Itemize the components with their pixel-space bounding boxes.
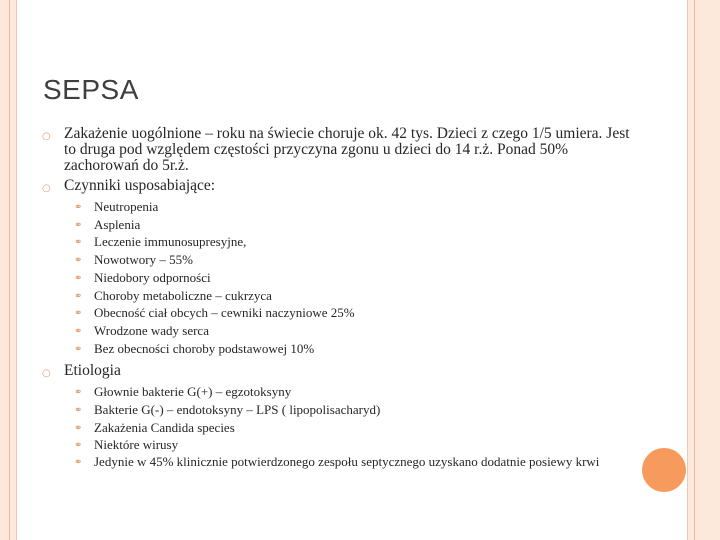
sub-item [74, 322, 642, 340]
sub-item [74, 216, 642, 234]
leaf-bullet-icon: ⚭ [74, 219, 83, 231]
sub-item [74, 269, 642, 287]
bullet-text: Etiologia [64, 362, 121, 380]
sub-item-text: Zakażenia Candida species [94, 419, 235, 435]
leaf-bullet-icon: ⚭ [74, 343, 83, 355]
sub-item-text: Niedobory odporności [94, 269, 211, 285]
sub-item [74, 419, 642, 437]
leaf-bullet-icon: ⚭ [74, 237, 83, 249]
leaf-bullet-icon: ⚭ [74, 290, 83, 302]
sub-list-risk-factors [74, 198, 642, 357]
sub-item-text: Głownie bakterie G(+) – egzotoksyny [94, 384, 292, 400]
sub-item-text: Niektóre wirusy [94, 437, 179, 453]
bullet-item-3 [42, 363, 642, 379]
leaf-bullet-icon: ⚭ [74, 405, 83, 417]
sub-item-text: Jedynie w 45% klinicznie potwierdzonego zespołu septycznego uzyskano dodatnie posiewy krwi [94, 454, 600, 470]
sub-item [74, 436, 642, 454]
leaf-bullet-icon: ⚭ [74, 457, 83, 469]
slide-content [42, 126, 642, 475]
sub-item [74, 383, 642, 401]
sub-item [74, 401, 642, 419]
bullet-item-2 [42, 178, 642, 194]
sub-item [74, 287, 642, 305]
bullet-text: Zakażenie uogólnione – roku na świecie choruje ok. 42 tys. Dzieci z czego 1/5 umiera. Jest to druga pod względem częstości przyczyna zgonu u dzieci do 14 r.ż. Ponad 50% zachorowań do 5r.ż. [64, 125, 630, 174]
sub-item-text: Leczenie immunosupresyjne, [94, 234, 247, 250]
sub-item-text: Choroby metaboliczne – cukrzyca [94, 287, 272, 303]
leaf-bullet-icon: ⚭ [74, 272, 83, 284]
leaf-bullet-icon: ⚭ [74, 422, 83, 434]
sub-item [74, 340, 642, 358]
sub-item [74, 198, 642, 216]
bullet-text: Czynniki usposabiające: [64, 177, 216, 194]
sub-item [74, 454, 642, 469]
leaf-bullet-icon: ⚭ [74, 255, 83, 267]
leaf-bullet-icon: ⚭ [74, 308, 83, 320]
leaf-bullet-icon: ⚭ [74, 325, 83, 337]
bullet-item-1 [42, 126, 642, 174]
sub-item-text: Bakterie G(-) – endotoksyny – LPS ( lipopolisacharyd) [94, 402, 381, 418]
slide-title: SEPSA [43, 74, 139, 105]
sub-item [74, 233, 642, 251]
sub-item [74, 304, 642, 322]
leaf-bullet-icon: ⚭ [74, 202, 83, 213]
sub-list-etiology [74, 383, 642, 469]
sub-item-text: Obecność ciał obcych – cewniki naczyniowe 25% [94, 305, 355, 321]
circle-bullet-icon: ○ [42, 183, 51, 194]
leaf-bullet-icon: ⚭ [74, 440, 83, 452]
sub-item-text: Asplenia [94, 216, 141, 232]
sub-item-text: Bez obecności choroby podstawowej 10% [94, 340, 315, 356]
sub-item [74, 251, 642, 269]
accent-circle [642, 448, 686, 492]
circle-bullet-icon: ○ [42, 368, 51, 380]
sub-item-text: Wrodzone wady serca [94, 322, 209, 338]
sub-item-text: Nowotwory – 55% [94, 252, 193, 268]
leaf-bullet-icon: ⚭ [74, 387, 83, 399]
circle-bullet-icon: ○ [42, 131, 51, 142]
sub-item-text: Neutropenia [94, 199, 159, 214]
